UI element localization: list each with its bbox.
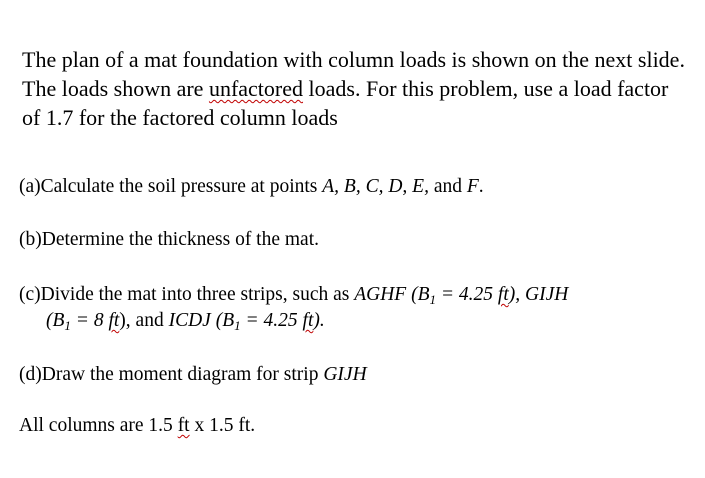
item-a-last-point: F xyxy=(466,176,479,197)
item-c-b2-ft: ft xyxy=(108,310,120,331)
item-a-text: Calculate the soil pressure at points xyxy=(40,176,323,197)
item-c-b2-close: ), and xyxy=(119,310,169,331)
item-d-prefix: (d) xyxy=(19,364,42,385)
item-c-b1-val: = 4.25 xyxy=(436,284,498,305)
columns-note-pre: All columns are 1.5 xyxy=(19,415,178,436)
item-a-points: A, B, C, D, E, xyxy=(322,176,429,197)
item-c-b1-close: ), xyxy=(508,284,526,305)
item-b-text: Determine the thickness of the mat. xyxy=(41,229,319,250)
item-b-prefix: (b) xyxy=(19,229,42,250)
item-a-and: and xyxy=(428,176,467,197)
item-c-prefix: (c) xyxy=(19,284,41,305)
item-d-strip: GIJH xyxy=(323,364,367,385)
item-a-prefix: (a) xyxy=(19,176,41,197)
item-c-b1-open: (B xyxy=(406,284,430,305)
item-d xyxy=(19,362,367,388)
columns-note xyxy=(19,413,255,439)
columns-note-ft: ft xyxy=(177,415,190,436)
item-c xyxy=(19,282,568,334)
columns-note-post: x 1.5 ft. xyxy=(189,415,256,436)
item-c-b1-ft: ft xyxy=(497,284,509,305)
item-c-b3-sub: 1 xyxy=(234,318,241,333)
item-c-b3-close: ). xyxy=(313,310,325,331)
item-c-b2-sub: 1 xyxy=(64,318,71,333)
intro-text-2: loads. For this problem, use a load factor of 1.7 for the factored column loads xyxy=(22,76,669,130)
item-c-strip1: AGHF xyxy=(354,284,407,305)
item-d-text: Draw the moment diagram for strip xyxy=(41,364,324,385)
item-a-end: . xyxy=(478,176,484,197)
intro-paragraph xyxy=(22,45,692,132)
item-c-b3-open: (B xyxy=(210,310,235,331)
item-c-strip2: GIJH xyxy=(525,284,569,305)
item-c-b2-open: (B xyxy=(46,310,65,331)
item-c-b3-ft: ft xyxy=(302,310,314,331)
item-c-b2-val: = 8 xyxy=(70,310,109,331)
intro-unfactored-word: unfactored xyxy=(208,76,304,101)
intro-text-1: The plan of a mat foundation with column loads is shown on the next slide. The loads shown are xyxy=(22,47,685,101)
item-c-strip3: ICDJ xyxy=(168,310,211,331)
item-c-b3-val: = 4.25 xyxy=(240,310,303,331)
item-c-text: Divide the mat into three strips, such as xyxy=(40,284,355,305)
item-c-b1-sub: 1 xyxy=(429,292,436,307)
item-b xyxy=(19,227,319,253)
item-a xyxy=(19,174,484,200)
